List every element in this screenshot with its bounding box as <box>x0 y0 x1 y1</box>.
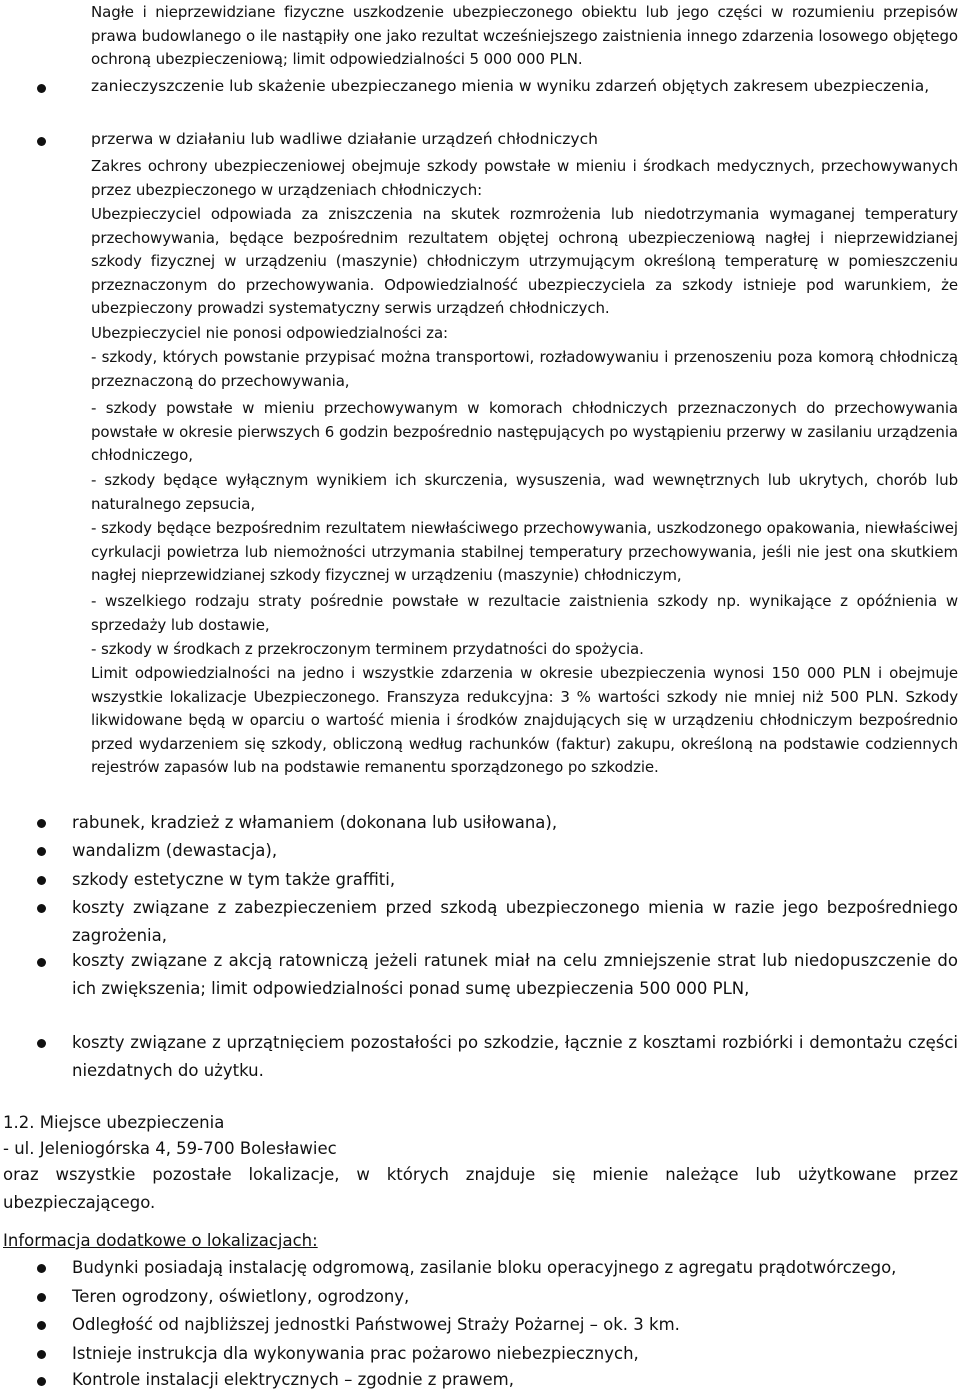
bullet-icon <box>37 958 46 967</box>
refrig-scope: Zakres ochrony ubezpieczeniowej obejmuje szkody powstałe w mieniu i środkach medycznych, przechowywanych przez ubezpieczonego w urządzeniach chłodniczych: <box>91 157 958 199</box>
section-heading: 1.2. Miejsce ubezpieczenia <box>3 1113 225 1132</box>
bullet-icon <box>37 1350 46 1359</box>
info-item: Kontrole instalacji elektrycznych – zgodnie z prawem, <box>72 1370 514 1389</box>
bullet-icon <box>37 876 46 885</box>
bullet-icon <box>37 1293 46 1302</box>
exclusion-item: - szkody powstałe w mieniu przechowywanym w komorach chłodniczych przeznaczonych do przechowywania powstałe w okresie pierwszych 6 godzin bezpośrednio następujących po wystąpieniu przerwy w zasilaniu urządzenia chłodniczego, <box>91 399 958 464</box>
bullet-icon <box>37 1377 46 1386</box>
exclusion-item: - szkody będące wyłącznym wynikiem ich skurczenia, wysuszenia, wad wewnętrznych lub ukrytych, chorób lub naturalnego zepsucia, <box>91 471 958 513</box>
info-item: Odległość od najbliższej jednostki Państwowej Straży Pożarnej – ok. 3 km. <box>72 1315 680 1334</box>
list-item: wandalizm (dewastacja), <box>72 841 278 860</box>
bullet-icon <box>37 819 46 828</box>
list-item: rabunek, kradzież z włamaniem (dokonana lub usiłowana), <box>72 813 558 832</box>
list-item: szkody estetyczne w tym także graffiti, <box>72 870 396 889</box>
bullet-icon <box>37 84 46 93</box>
bullet-icon <box>37 904 46 913</box>
info-item: Teren ogrodzony, oświetlony, ogrodzony, <box>72 1287 410 1306</box>
exclusion-item: - szkody, których powstanie przypisać można transportowi, rozładowywaniu i przenoszeniu poza komorą chłodniczą przeznaczoną do przechowywania, <box>91 348 958 390</box>
locations-text: oraz wszystkie pozostałe lokalizacje, w których znajduje się mienie należące lub użytkowane przez ubezpieczającego. <box>3 1165 958 1212</box>
refrig-exclusions-heading: Ubezpieczyciel nie ponosi odpowiedzialności za: <box>91 324 448 342</box>
list-item: koszty związane z akcją ratowniczą jeżeli ratunek miał na celu zmniejszenie strat lub niedopuszczenie do ich zwiększenia; limit odpowiedzialności ponad sumę ubezpieczenia 500 000 PLN, <box>72 951 958 998</box>
list-item: zanieczyszczenie lub skażenie ubezpieczanego mienia w wyniku zdarzeń objętych zakresem ubezpieczenia, <box>91 77 930 95</box>
refrig-liability: Ubezpieczyciel odpowiada za zniszczenia na skutek rozmrożenia lub niedotrzymania wymaganej temperatury przechowywania, będące bezpośrednim rezultatem objętej ochroną ubezpieczeniową nagłej i nieprzewidzianej szkody fizycznej w urządzeniu (maszynie) chłodniczym utrzymującym określoną temperaturę w pomieszczeniu przeznaczonym do przechowywania. Odpowiedzialność ubezpieczyciela za szkody istnieje pod warunkiem, że ubezpieczony prowadzi systematyczny serwis urządzeń chłodniczych. <box>91 205 958 317</box>
exclusion-item: - szkody w środkach z przekroczonym terminem przydatności do spożycia. <box>91 640 644 658</box>
list-item: koszty związane z uprzątnięciem pozostałości po szkodzie, łącznie z kosztami rozbiórki i demontażu części niezdatnych do użytku. <box>72 1033 958 1080</box>
info-item: Istnieje instrukcja dla wykonywania prac pożarowo niebezpiecznych, <box>72 1344 639 1363</box>
bullet-icon <box>37 847 46 856</box>
intro-paragraph: Nagłe i nieprzewidziane fizyczne uszkodzenie ubezpieczonego obiektu lub jego części w rozumieniu przepisów prawa budowlanego o ile nastąpiły one jako rezultat wcześniejszego zaistnienia innego zdarzenia losowego objętego ochroną ubezpieczeniową; limit odpowiedzialności 5 000 000 PLN. <box>91 3 958 68</box>
list-item: przerwa w działaniu lub wadliwe działanie urządzeń chłodniczych <box>91 130 598 148</box>
bullet-icon <box>37 137 46 146</box>
refrig-limit: Limit odpowiedzialności na jedno i wszystkie zdarzenia w okresie ubezpieczenia wynosi 150 000 PLN i obejmuje wszystkie lokalizacje Ubezpieczonego. Franszyza redukcyjna: 3 % wartości szkody nie mniej niż 500 PLN. Szkody likwidowane będą w oparciu o wartość mienia i środków znajdujących się w urządzeniu chłodniczym bezpośrednio przed wydarzeniem się szkody, obliczoną według rachunków (faktur) zakupu, określoną na podstawie codziennych rejestrów zapasów lub na podstawie remanentu sporządzonego po szkodzie. <box>91 664 958 776</box>
bullet-icon <box>37 1321 46 1330</box>
info-item: Budynki posiadają instalację odgromową, zasilanie bloku operacyjnego z agregatu prądotwórczego, <box>72 1258 897 1277</box>
address-line: - ul. Jeleniogórska 4, 59-700 Bolesławiec <box>3 1139 337 1158</box>
info-heading: Informacja dodatkowe o lokalizacjach: <box>3 1231 318 1250</box>
exclusion-item: - wszelkiego rodzaju straty pośrednie powstałe w rezultacie zaistnienia szkody np. wynikające z opóźnienia w sprzedaży lub dostawie, <box>91 592 958 634</box>
list-item: koszty związane z zabezpieczeniem przed szkodą ubezpieczonego mienia w razie jego bezpośredniego zagrożenia, <box>72 898 958 945</box>
bullet-icon <box>37 1039 46 1048</box>
exclusion-item: - szkody będące bezpośrednim rezultatem niewłaściwego przechowywania, uszkodzonego opakowania, niewłaściwej cyrkulacji powietrza lub niemożności utrzymania stabilnej temperatury przechowywania, jeśli nie jest ona skutkiem nagłej nieprzewidzianej szkody fizycznej w urządzeniu (maszynie) chłodniczym, <box>91 519 958 584</box>
bullet-icon <box>37 1264 46 1273</box>
